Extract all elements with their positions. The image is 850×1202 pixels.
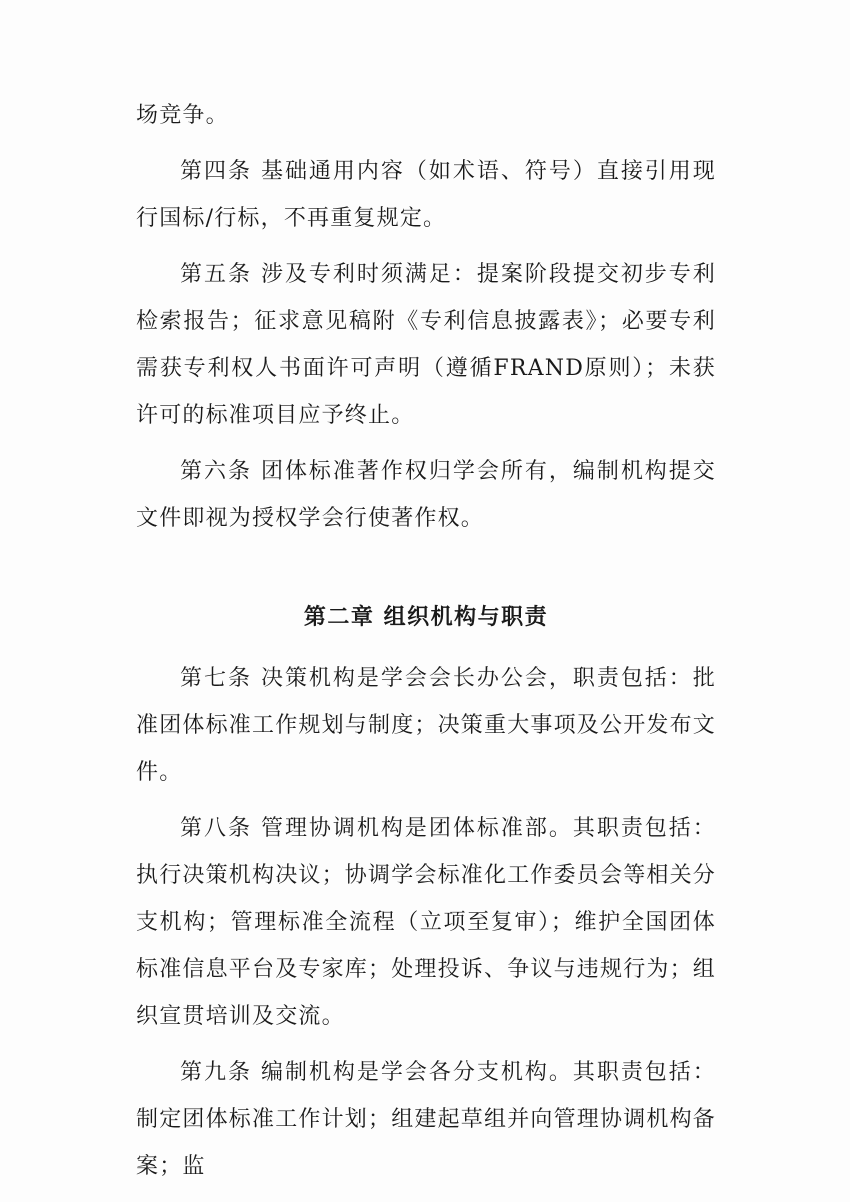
section-articles-7-9 xyxy=(136,655,716,1190)
paragraph-article-8: 第八条 管理协调机构是团体标准部。其职责包括：执行决策机构决议；协调学会标准化工作委员会等相关分支机构；管理标准全流程（立项至复审）；维护全国团体标准信息平台及专家库；处理投诉、争议与违规行为；组织宣贯培训及交流。 xyxy=(136,816,717,1029)
paragraph-article-6: 第六条 团体标准著作权归学会所有，编制机构提交文件即视为授权学会行使著作权。 xyxy=(136,459,716,531)
section-articles-4-6 xyxy=(136,92,716,542)
paragraph-article-5: 第五条 涉及专利时须满足：提案阶段提交初步专利检索报告；征求意见稿附《专利信息披露表》；必要专利需获专利权人书面许可声明（遵循FRAND原则）；未获许可的标准项目应予终止。 xyxy=(136,262,716,428)
chapter-title: 第二章 组织机构与职责 xyxy=(303,605,549,630)
paragraph-article-4: 第四条 基础通用内容（如术语、符号）直接引用现行国标/行标，不再重复规定。 xyxy=(136,159,716,231)
paragraph-article-9: 第九条 编制机构是学会各分支机构。其职责包括：制定团体标准工作计划；组建起草组并向管理协调机构备案；监 xyxy=(136,1060,717,1179)
paragraph-continuation: 场竞争。 xyxy=(136,103,229,128)
paragraph-article-7: 第七条 决策机构是学会会长办公会，职责包括：批准团体标准工作规划与制度；决策重大事项及公开发布文件。 xyxy=(136,666,717,785)
